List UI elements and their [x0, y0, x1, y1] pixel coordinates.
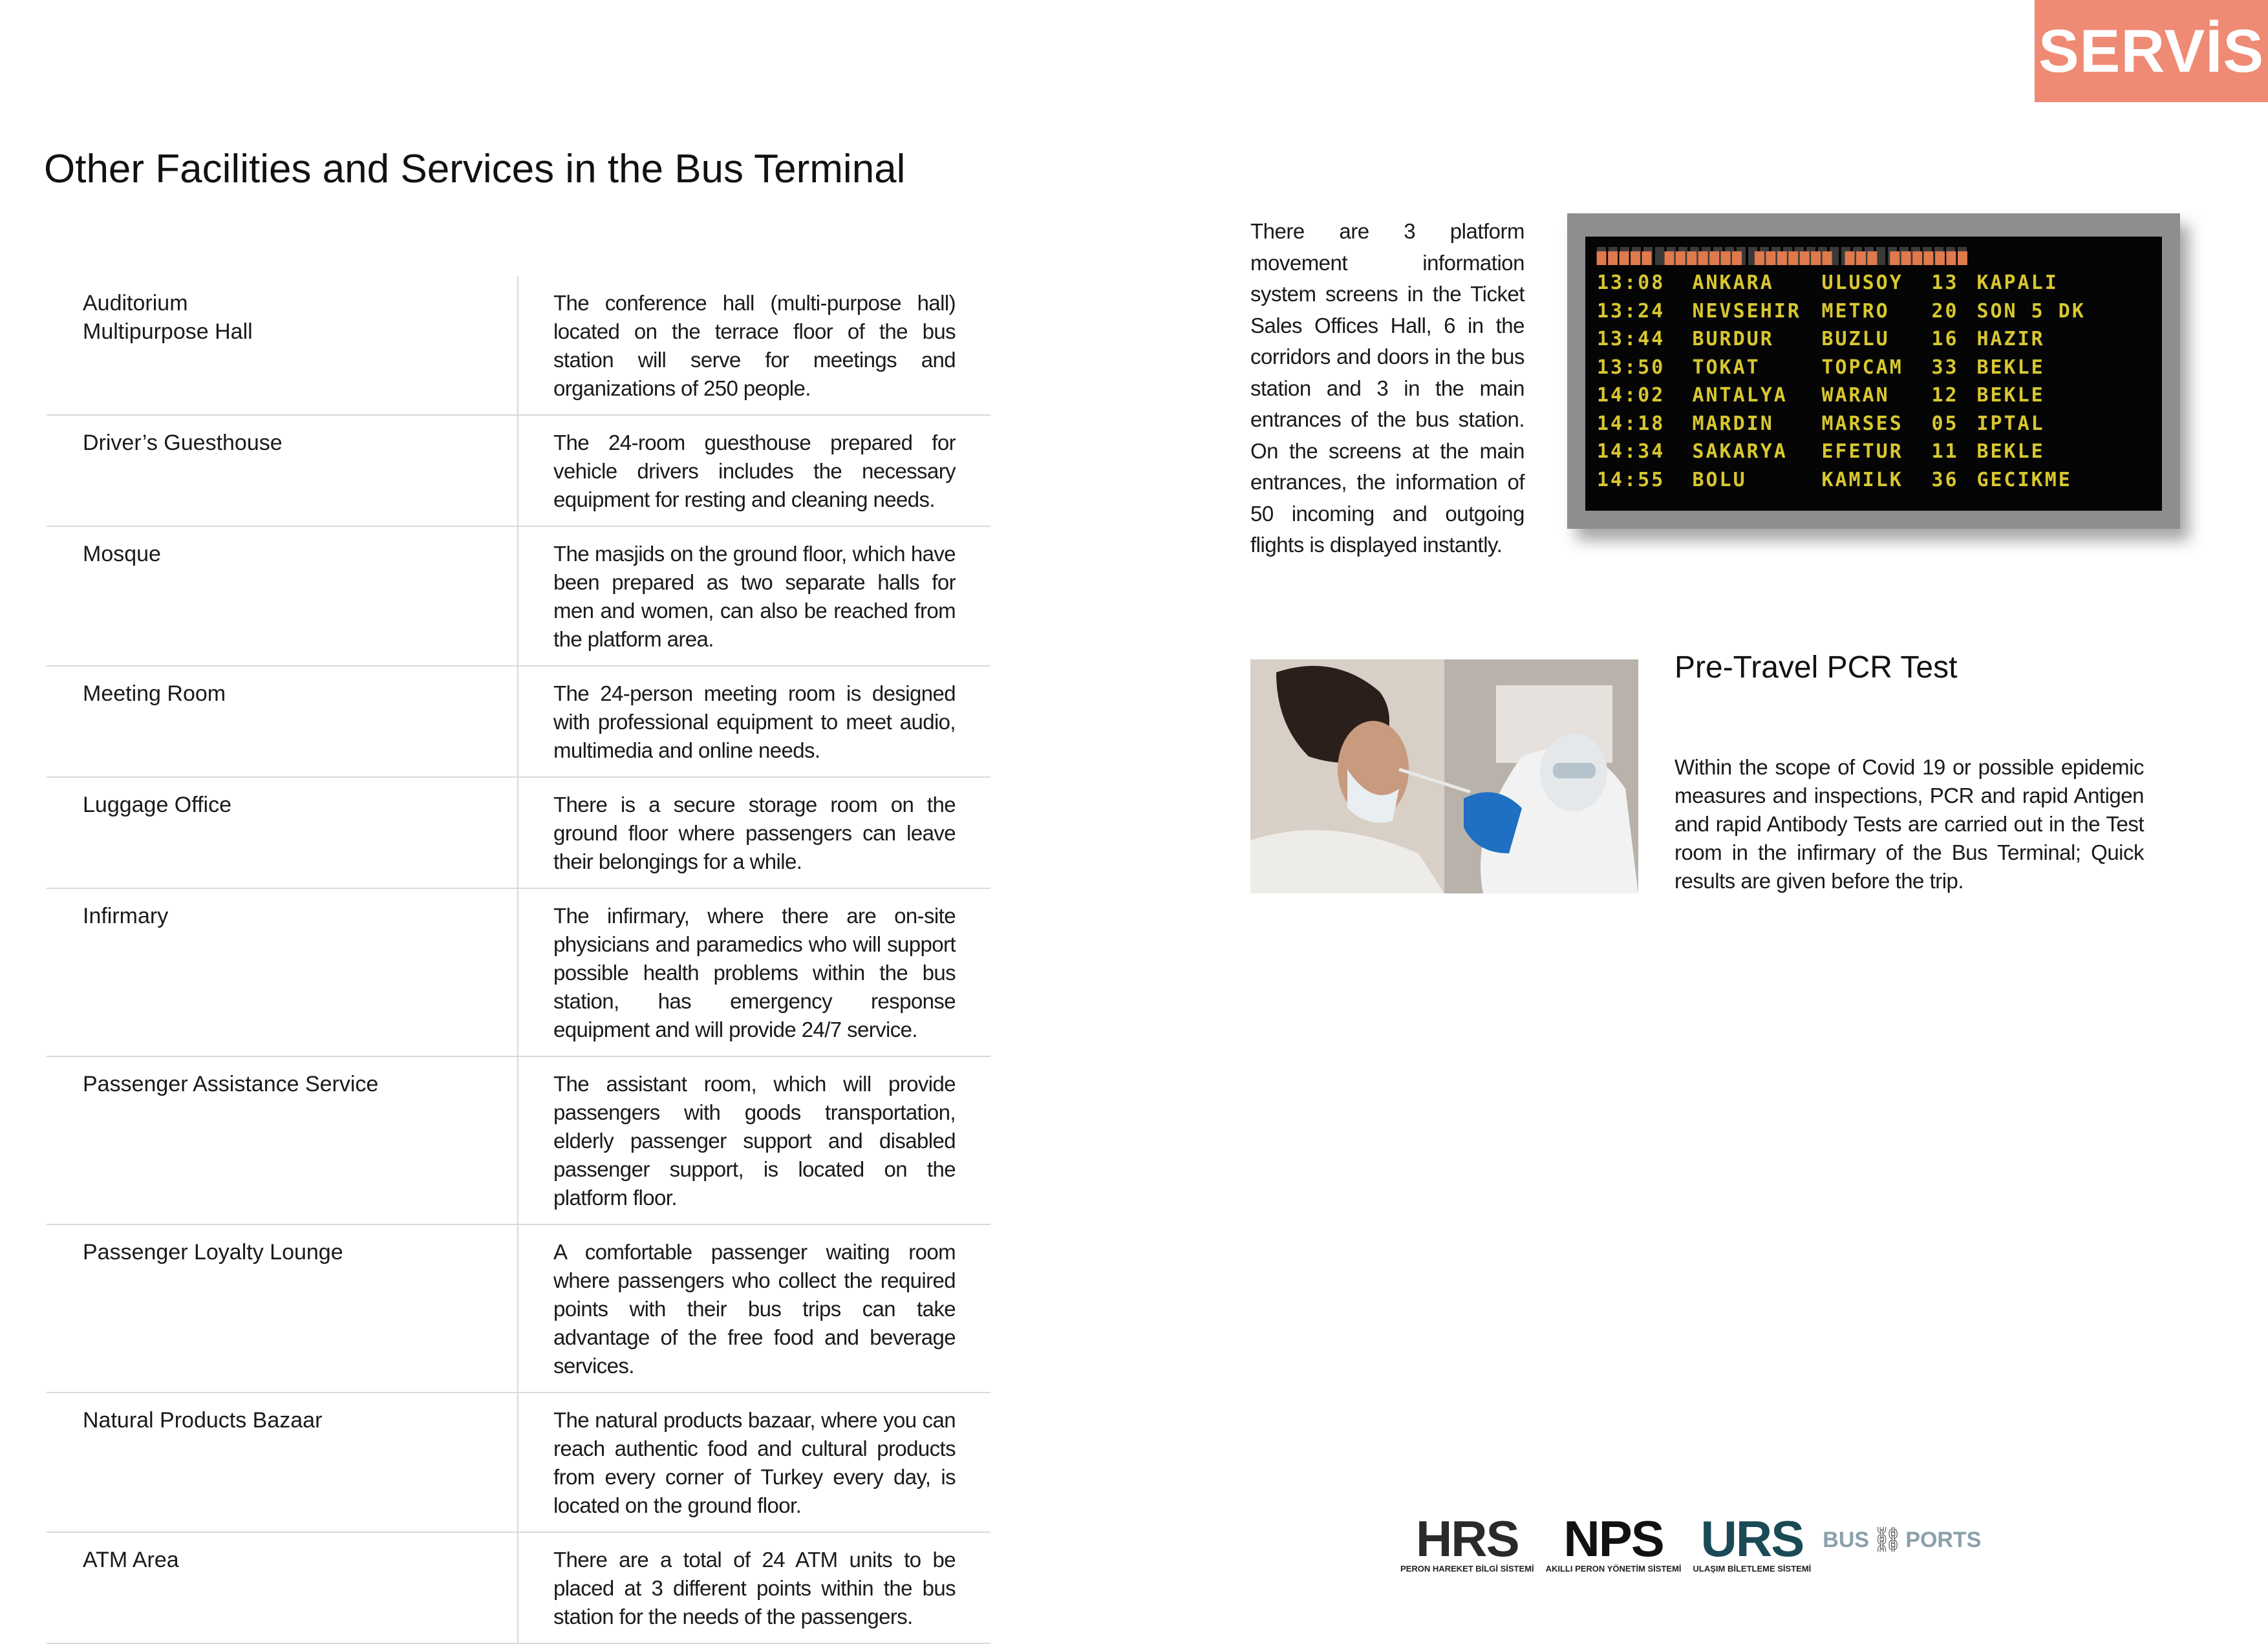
board-status: KAPALI [1976, 272, 2059, 295]
board-row [1597, 410, 2150, 438]
board-time: 13:44 [1597, 328, 1665, 351]
board-company: TOPCAM [1821, 356, 1903, 379]
facility-name: Natural Products Bazaar [47, 1393, 519, 1532]
urs-logo-caption: ULAŞIM BİLETLEME SİSTEMİ [1693, 1564, 1812, 1574]
board-description: There are 3 platform movement information system screens in the Ticket Sales Offices Hall, 6 in the corridors and doors in the bus station and 3 in the main entrances of the bus station. On the screens at the main entrances, the information of 50 incoming and outgoing flights is displayed instantly. [1250, 219, 1524, 557]
board-time: 14:18 [1597, 412, 1665, 435]
departure-board-screen [1585, 237, 2162, 511]
facility-name: Driver’s Guesthouse [47, 416, 519, 526]
facility-description: There are a total of 24 ATM units to be placed at 3 different points within the bus station for the needs of the passengers. [553, 1548, 956, 1628]
board-platform: 05 [1931, 412, 1959, 435]
board-time: 14:34 [1597, 440, 1665, 464]
busports-logo-mark: BUS [1823, 1527, 1870, 1552]
departure-board-image [1567, 213, 2180, 529]
facility-description: The masjids on the ground floor, which have been prepared as two separate halls for men and women, can also be reached from the platform area. [553, 542, 956, 651]
facility-name: Passenger Assistance Service [47, 1057, 519, 1224]
board-status: BEKLE [1976, 356, 2045, 379]
board-city: ANTALYA [1692, 384, 1788, 407]
table-row [47, 1533, 990, 1644]
partner-logos [1400, 1510, 1995, 1574]
pcr-section-text: Within the scope of Covid 19 or possible epidemic measures and inspections, PCR and rapid Antigen and rapid Antibody Tests are carried out in the Test room in the infirmary of the Bus Terminal; Quick results are given before the trip. [1674, 755, 2144, 893]
board-status: BEKLE [1976, 440, 2045, 464]
facility-description: The 24-room guesthouse prepared for vehicle drivers includes the necessary equipment for resting and cleaning needs. [553, 431, 956, 511]
nps-logo [1545, 1510, 1682, 1574]
board-city: BOLU [1692, 468, 1747, 491]
facility-name: Infirmary [47, 889, 519, 1056]
facilities-table [47, 276, 990, 1644]
facility-description: The natural products bazaar, where you can reach authentic food and cultural products from every corner of Turkey every day, is located on the ground floor. [553, 1408, 956, 1517]
board-platform: 36 [1931, 468, 1959, 491]
urs-logo [1693, 1510, 1812, 1574]
board-platform: 20 [1931, 299, 1959, 323]
facility-name: Passenger Loyalty Lounge [47, 1225, 519, 1392]
table-row [47, 276, 990, 416]
facility-name: Meeting Room [47, 667, 519, 776]
facility-name: Luggage Office [47, 778, 519, 888]
table-row [47, 416, 990, 527]
board-header-row: ▆▆▆▆▆ ▆▆▆▆▆▆▆ ▆▆▆▆▆▆▆ ▆▆▆ ▆▆▆▆▆▆▆ [1597, 247, 1969, 265]
urs-logo-mark: URS [1700, 1510, 1804, 1567]
board-status: SON 5 DK [1976, 299, 2086, 323]
page-title: Other Facilities and Services in the Bus Terminal [44, 147, 906, 191]
board-platform: 11 [1931, 440, 1959, 464]
table-row [47, 889, 990, 1057]
board-company: EFETUR [1821, 440, 1903, 464]
board-city: NEVSEHIR [1692, 299, 1801, 323]
busports-logo [1823, 1526, 1981, 1554]
board-row [1597, 466, 2150, 495]
board-company: MARSES [1821, 412, 1903, 435]
table-row [47, 667, 990, 778]
board-company: METRO [1821, 299, 1890, 323]
board-platform: 13 [1931, 272, 1959, 295]
busports-logo-mark2: PORTS [1905, 1527, 1982, 1552]
board-row [1597, 269, 2150, 297]
board-city: MARDIN [1692, 412, 1774, 435]
board-city: TOKAT [1692, 356, 1760, 379]
hrs-logo [1400, 1510, 1534, 1574]
board-status: GECIKME [1976, 468, 2072, 491]
busports-link-icon: ⛓ [1872, 1526, 1903, 1553]
board-company: WARAN [1821, 384, 1890, 407]
facility-description: The conference hall (multi-purpose hall) located on the terrace floor of the bus station will serve for meetings and organizations of 250 people. [553, 291, 956, 400]
board-time: 14:55 [1597, 468, 1665, 491]
board-status: HAZIR [1976, 328, 2045, 351]
board-city: SAKARYA [1692, 440, 1788, 464]
board-row [1597, 297, 2150, 326]
board-company: ULUSOY [1821, 272, 1903, 295]
facility-description: There is a secure storage room on the ground floor where passengers can leave their belongings for a while. [553, 793, 956, 873]
facility-name: Mosque [47, 527, 519, 665]
board-company: BUZLU [1821, 328, 1890, 351]
pcr-photo-illustration [1250, 659, 1638, 893]
facility-description: The 24-person meeting room is designed with professional equipment to meet audio, multimedia and online needs. [553, 681, 956, 762]
pcr-test-photo [1250, 659, 1638, 893]
facility-description: The assistant room, which will provide passengers with goods transportation, elderly passenger support and disabled passenger support, is located on the platform floor. [553, 1072, 956, 1210]
board-row [1597, 381, 2150, 410]
board-platform: 12 [1931, 384, 1959, 407]
board-time: 13:08 [1597, 272, 1665, 295]
nps-logo-mark: NPS [1563, 1510, 1664, 1567]
board-platform: 33 [1931, 356, 1959, 379]
facility-name: Auditorium Multipurpose Hall [47, 276, 519, 414]
board-status: IPTAL [1976, 412, 2045, 435]
hrs-logo-mark: HRS [1415, 1510, 1519, 1567]
board-city: BURDUR [1692, 328, 1774, 351]
board-platform: 16 [1931, 328, 1959, 351]
board-time: 13:50 [1597, 356, 1665, 379]
table-row [47, 1057, 990, 1225]
board-row [1597, 354, 2150, 382]
table-row [47, 1225, 990, 1393]
board-company: KAMILK [1821, 468, 1903, 491]
board-status: BEKLE [1976, 384, 2045, 407]
facility-description: The infirmary, where there are on-site physicians and paramedics who will support possible health problems within the bus station, has emergency response equipment and will provide 24/7 service. [553, 904, 956, 1041]
facility-name: ATM Area [47, 1533, 519, 1643]
servis-tab: SERVİS [2035, 0, 2268, 102]
board-city: ANKARA [1692, 272, 1774, 295]
board-row [1597, 438, 2150, 466]
table-row [47, 778, 990, 889]
board-row [1597, 325, 2150, 354]
board-time: 13:24 [1597, 299, 1665, 323]
pcr-section-title: Pre-Travel PCR Test [1674, 650, 1958, 685]
facility-description: A comfortable passenger waiting room where passengers who collect the required points with their bus trips can take advantage of the free food and beverage services. [553, 1240, 956, 1378]
board-time: 14:02 [1597, 384, 1665, 407]
hrs-logo-caption: PERON HAREKET BİLGİ SİSTEMİ [1400, 1564, 1534, 1574]
table-row [47, 1393, 990, 1533]
nps-logo-caption: AKILLI PERON YÖNETİM SİSTEMİ [1545, 1564, 1682, 1574]
table-row [47, 527, 990, 667]
